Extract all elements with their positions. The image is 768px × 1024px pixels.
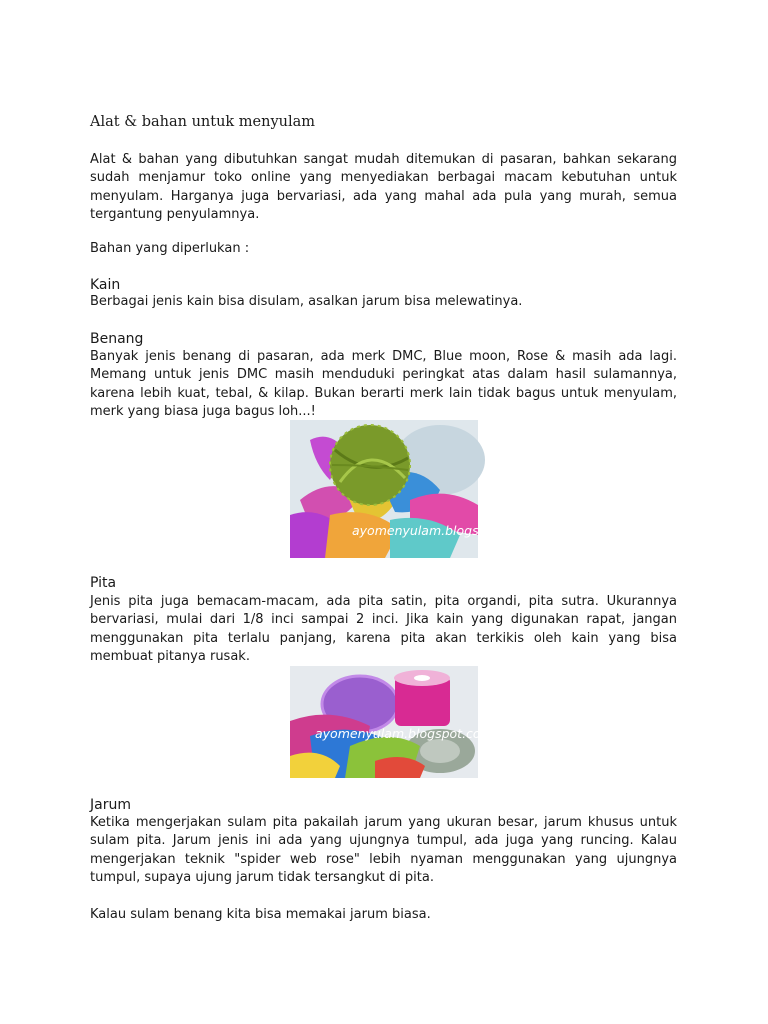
thread-skeins-photo: [290, 420, 530, 558]
section-text-benang: Banyak jenis benang di pasaran, ada merk DMC, Blue moon, Rose & masih ada lagi. Memang untuk jenis DMC masih menduduki peringkat atas dalam hasil sulamannya, karena lebih kuat, tebal, & kilap. Bukan berarti merk lain tidak bagus untuk menyulam, merk yang biasa juga bagus loh...!: [90, 349, 677, 420]
ribbon-spools-photo: [290, 666, 493, 778]
materials-heading: Bahan yang diperlukan :: [90, 241, 250, 256]
document-title: Alat & bahan untuk menyulam: [90, 114, 316, 130]
section-text-jarum-2: Kalau sulam benang kita bisa memakai jarum biasa.: [90, 907, 431, 922]
section-heading-pita: Pita: [90, 575, 117, 591]
intro-paragraph: Alat & bahan yang dibutuhkan sangat mudah ditemukan di pasaran, bahkan sekarang sudah menjamur toko online yang menyediakan berbagai macam kebutuhan untuk menyulam. Harganya juga bervariasi, ada yang mahal ada pula yang murah, semua tergantung penyulamnya.: [90, 152, 677, 223]
thread-photo-watermark: ayomenyulam.blogspot.com: [352, 523, 530, 538]
section-heading-kain: Kain: [90, 277, 121, 293]
section-text-pita: Jenis pita juga bemacam-macam, ada pita satin, pita organdi, pita sutra. Ukurannya bervariasi, mulai dari 1/8 inci sampai 2 inci. Jika kain yang digunakan rapat, jangan menggunakan pita terlalu panjang, karena pita akan terkikis oleh kain yang bisa membuat pitanya rusak.: [90, 594, 677, 665]
section-text-kain: Berbagai jenis kain bisa disulam, asalkan jarum bisa melewatinya.: [90, 294, 523, 309]
section-heading-jarum: Jarum: [90, 797, 131, 813]
ribbon-photo-watermark: ayomenyulam.blogspot.com: [315, 726, 493, 741]
section-text-jarum: Ketika mengerjakan sulam pita pakailah jarum yang ukuran besar, jarum khusus untuk sulam pita. Jarum jenis ini ada yang ujungnya tumpul, ada juga yang runcing. Kalau mengerjakan teknik "spider web rose" lebih nyaman menggunakan yang ujungnya tumpul, supaya ujung jarum tidak tersangkut di pita.: [90, 815, 677, 886]
section-heading-benang: Benang: [90, 331, 144, 347]
